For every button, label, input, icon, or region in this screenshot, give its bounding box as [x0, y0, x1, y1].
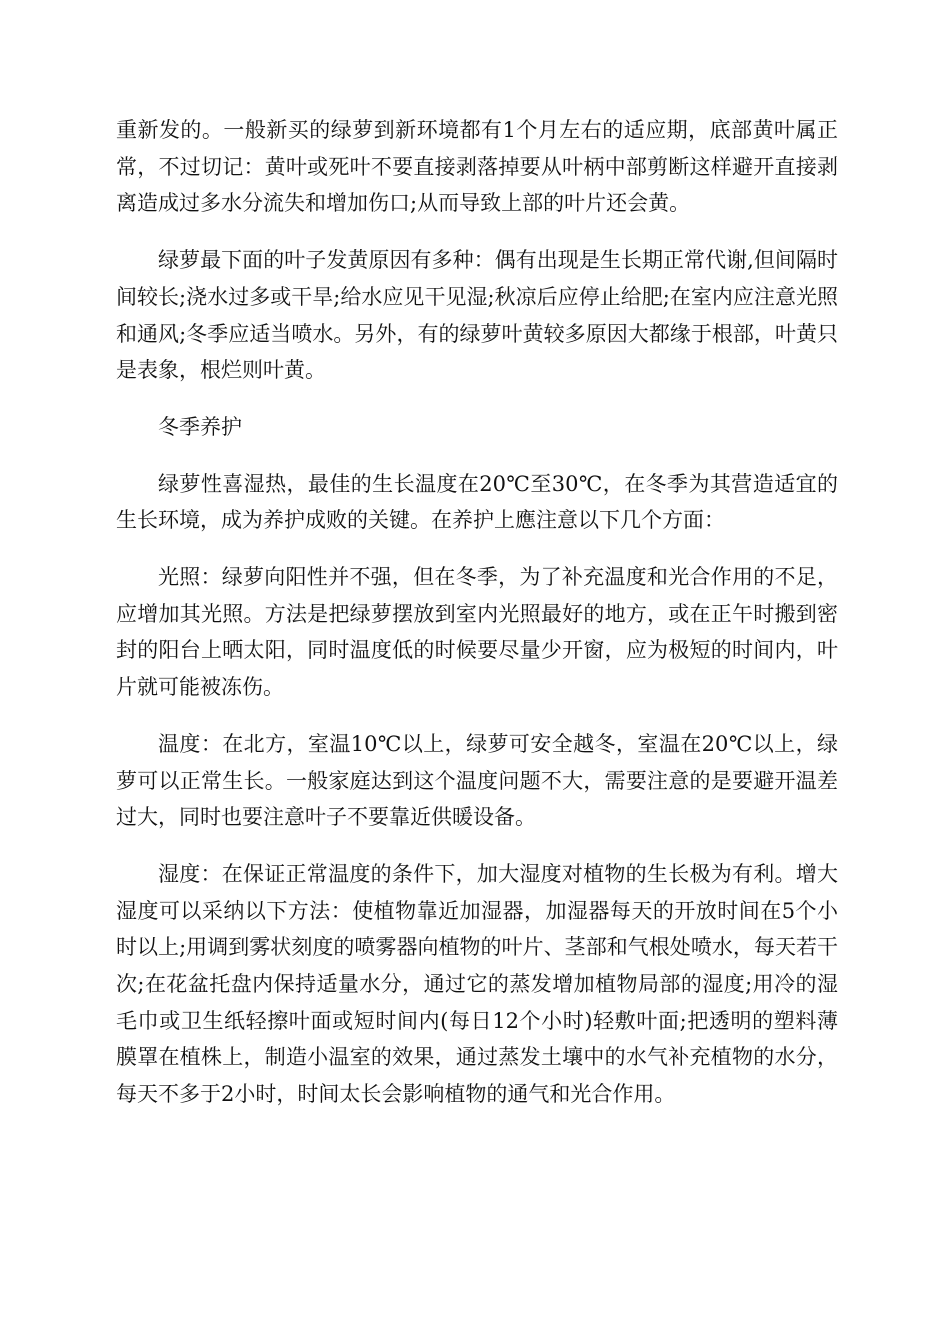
paragraph-winter-intro: 绿萝性喜湿热，最佳的生长温度在20℃至30℃，在冬季为其营造适宜的生长环境，成为养护成败的关键。在养护上應注意以下几个方面： — [116, 471, 838, 533]
paragraph-humidity: 湿度：在保证正常温度的条件下，加大湿度对植物的生长极为有利。增大湿度可以采纳以下方法：使植物靠近加湿器，加湿器每天的开放时间在5个小时以上;用调到雾状刻度的喷雾器向植物的叶片、茎部和气根处喷水，每天若干次;在花盆托盘内保持适量水分，通过它的蒸发增加植物局部的湿度;用冷的湿毛巾或卫生纸轻擦叶面或短时间内(每日12个小时)轻敷叶面;把透明的塑料薄膜罩在植株上，制造小温室的效果，通过蒸发土壤中的水气补充植物的水分，每天不多于2小时，时间太长会影响植物的通气和光合作用。 — [116, 861, 838, 1107]
paragraph-temperature: 温度：在北方，室温10℃以上，绿萝可安全越冬，室温在20℃以上，绿萝可以正常生长。一般家庭达到这个温度问题不大，需要注意的是要避开温差过大，同时也要注意叶子不要靠近供暖设备。 — [116, 731, 838, 830]
document-page — [116, 112, 838, 1133]
paragraph-light: 光照：绿萝向阳性并不强，但在冬季，为了补充温度和光合作用的不足，应增加其光照。方法是把绿萝摆放到室内光照最好的地方，或在正午时搬到密封的阳台上晒太阳，同时温度低的时候要尽量少开窗，应为极短的时间内，叶片就可能被冻伤。 — [116, 565, 838, 700]
paragraph-continuation: 重新发的。一般新买的绿萝到新环境都有1个月左右的适应期，底部黄叶属正常，不过切记：黄叶或死叶不要直接剥落掉要从叶柄中部剪断这样避开直接剥离造成过多水分流失和增加伤口;从而导致上部的叶片还会黄。 — [116, 118, 838, 216]
section-heading-winter-care: 冬季养护 — [158, 414, 242, 439]
paragraph-yellow-leaves: 绿萝最下面的叶子发黄原因有多种：偶有出现是生长期正常代谢,但间隔时间较长;浇水过多或干旱;给水应见干见湿;秋凉后应停止给肥;在室内应注意光照和通风;冬季应适当喷水。另外，有的绿萝叶黄较多原因大都缘于根部，叶黄只是表象，根烂则叶黄。 — [116, 248, 838, 383]
